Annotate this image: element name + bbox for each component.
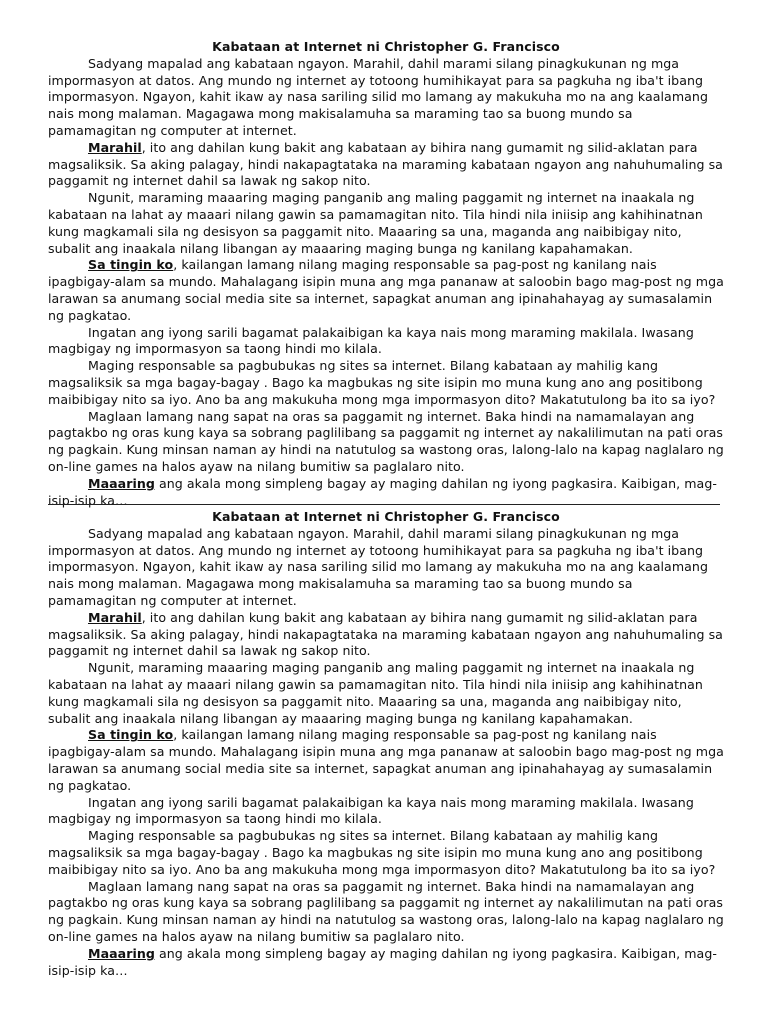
paragraph-text: Ngunit, maraming maaaring maging panganib ang maling paggamit ng internet na inaakala ng kabataan na lahat ay maaari nilang gawin sa pamamagitan nito. Tila hindi nila iniisip ang kahihinatnan kung magkamali sila ng desisyon sa paggamit nito. Maaaring sa una, maganda ang naibibigay nito, subalit ang inaakala nilang libangan ay maaaring maging bunga ng kanilang kapahamakan. [48,660,703,726]
keyword-marahil: Marahil [88,609,142,625]
keyword-sa-tingin-ko: Sa tingin ko [88,257,174,273]
paragraph-text: ang akala mong simpleng bagay ay maging dahilan ng iyong pagkasira. Kaibigan, mag-isip-isip ka… [48,945,717,978]
keyword-sa-tingin-ko: Sa tingin ko [88,727,174,743]
paragraph-text: ang akala mong simpleng bagay ay maging dahilan ng iyong pagkasira. Kaibigan, mag-isip-isip ka… [48,475,717,508]
paragraph-text: , ito ang dahilan kung bakit ang kabataan ay bihira nang gumamit ng silid-aklatan para magsaliksik. Sa aking palagay, hindi nakapagtataka na maraming kabataan ngayon ang nahuhumaling sa paggamit ng internet dahil sa lawak ng sakop nito. [48,609,723,659]
paragraph-8 [48,946,724,980]
paragraph-text: Maging responsable sa pagbubukas ng sites sa internet. Bilang kabataan ay mahilig kang magsaliksik sa mga bagay-bagay . Bago ka magbukas ng site isipin mo muna kung ano ang positibong maibibigay nito sa iyo. Ano ba ang makukuha mong mga impormasyon dito? Makatutulong ba ito sa iyo? [48,828,716,877]
paragraph-3 [48,660,724,727]
paragraph-6 [48,358,724,408]
paragraph-text: Maging responsable sa pagbubukas ng sites sa internet. Bilang kabataan ay mahilig kang magsaliksik sa mga bagay-bagay . Bago ka magbukas ng site isipin mo muna kung ano ang positibong maibibigay nito sa iyo. Ano ba ang makukuha mong mga impormasyon dito? Makatutulong ba ito sa iyo? [48,358,716,407]
paragraph-6 [48,828,724,878]
paragraph-text: Maglaan lamang nang sapat na oras sa paggamit ng internet. Baka hindi na namamalayan ang pagtakbo ng oras kung kaya sa sobrang paglilibang sa paggamit ng internet ay nakalilimutan na pati oras ng pagkain. Kung minsan naman ay hindi na natutulog sa wastong oras, lalong-lalo na kapag naglalaro ng on-line games na halos ayaw na nilang bumitiw sa paglalaro nito. [48,878,724,944]
paragraph-text: Maglaan lamang nang sapat na oras sa paggamit ng internet. Baka hindi na namamalayan ang pagtakbo ng oras kung kaya sa sobrang paglilibang sa paggamit ng internet ay nakalilimutan na pati oras ng pagkain. Kung minsan naman ay hindi na natutulog sa wastong oras, lalong-lalo na kapag naglalaro ng on-line games na halos ayaw na nilang bumitiw sa paglalaro nito. [48,408,724,474]
keyword-marahil: Marahil [88,139,142,155]
paragraph-text: Ingatan ang iyong sarili bagamat palakaibigan ka kaya nais mong maraming makilala. Iwasang magbigay ng impormasyon sa taong hindi mo kilala. [48,324,694,357]
essay-title: Kabataan at Internet ni Christopher G. Francisco [212,39,560,54]
paragraph-text: Ingatan ang iyong sarili bagamat palakaibigan ka kaya nais mong maraming makilala. Iwasang magbigay ng impormasyon sa taong hindi mo kilala. [48,794,694,827]
paragraph-3 [48,190,724,257]
keyword-maaaring: Maaaring [88,475,155,491]
paragraph-5 [48,795,724,829]
paragraph-text: Sadyang mapalad ang kabataan ngayon. Marahil, dahil marami silang pinagkukunan ng mga impormasyon at datos. Ang mundo ng internet ay totoong humihikayat para sa pagkuha ng iba't ibang impormasyon. Ngayon, kahit ikaw ay nasa sariling silid mo lamang ay makukuha mo na ang kaalamang nais mong malaman. Magagawa mong makisalamuha sa maraming tao sa buong mundo sa pamamagitan ng computer at internet. [48,525,708,608]
paragraph-2 [48,610,724,660]
paragraph-2 [48,140,724,190]
paragraph-5 [48,325,724,359]
paragraph-text: Sadyang mapalad ang kabataan ngayon. Marahil, dahil marami silang pinagkukunan ng mga impormasyon at datos. Ang mundo ng internet ay totoong humihikayat para sa pagkuha ng iba't ibang impormasyon. Ngayon, kahit ikaw ay nasa sariling silid mo lamang ay makukuha mo na ang kaalamang nais mong malaman. Magagawa mong makisalamuha sa maraming tao sa buong mundo sa pamamagitan ng computer at internet. [48,55,708,138]
paragraph-text: , kailangan lamang nilang maging responsable sa pag-post ng kanilang nais ipagbigay-alam sa mundo. Mahalagang isipin muna ang mga pananaw at saloobin bago mag-post ng mga larawan sa anumang social media site sa internet, sapagkat anuman ang ipinahahayag ay sumasalamin ng pagkatao. [48,727,724,793]
paragraph-4 [48,727,724,794]
paragraph-1 [48,56,724,140]
paragraph-4 [48,257,724,324]
paragraph-text: Ngunit, maraming maaaring maging panganib ang maling paggamit ng internet na inaakala ng kabataan na lahat ay maaari nilang gawin sa pamamagitan nito. Tila hindi nila iniisip ang kahihinatnan kung magkamali sila ng desisyon sa paggamit nito. Maaaring sa una, maganda ang naibibigay nito, subalit ang inaakala nilang libangan ay maaaring maging bunga ng kanilang kapahamakan. [48,190,703,256]
cut-line-divider [48,504,720,505]
essay-title: Kabataan at Internet ni Christopher G. Francisco [212,509,560,524]
paragraph-1 [48,526,724,610]
paragraph-text: , kailangan lamang nilang maging responsable sa pag-post ng kanilang nais ipagbigay-alam sa mundo. Mahalagang isipin muna ang mga pananaw at saloobin bago mag-post ng mga larawan sa anumang social media site sa internet, sapagkat anuman ang ipinahahayag ay sumasalamin ng pagkatao. [48,257,724,323]
essay-copy-2 [48,509,724,979]
keyword-maaaring: Maaaring [88,945,155,961]
paragraph-7 [48,879,724,946]
paragraph-text: , ito ang dahilan kung bakit ang kabataan ay bihira nang gumamit ng silid-aklatan para magsaliksik. Sa aking palagay, hindi nakapagtataka na maraming kabataan ngayon ang nahuhumaling sa paggamit ng internet dahil sa lawak ng sakop nito. [48,139,723,189]
paragraph-7 [48,409,724,476]
essay-copy-1 [48,39,724,509]
